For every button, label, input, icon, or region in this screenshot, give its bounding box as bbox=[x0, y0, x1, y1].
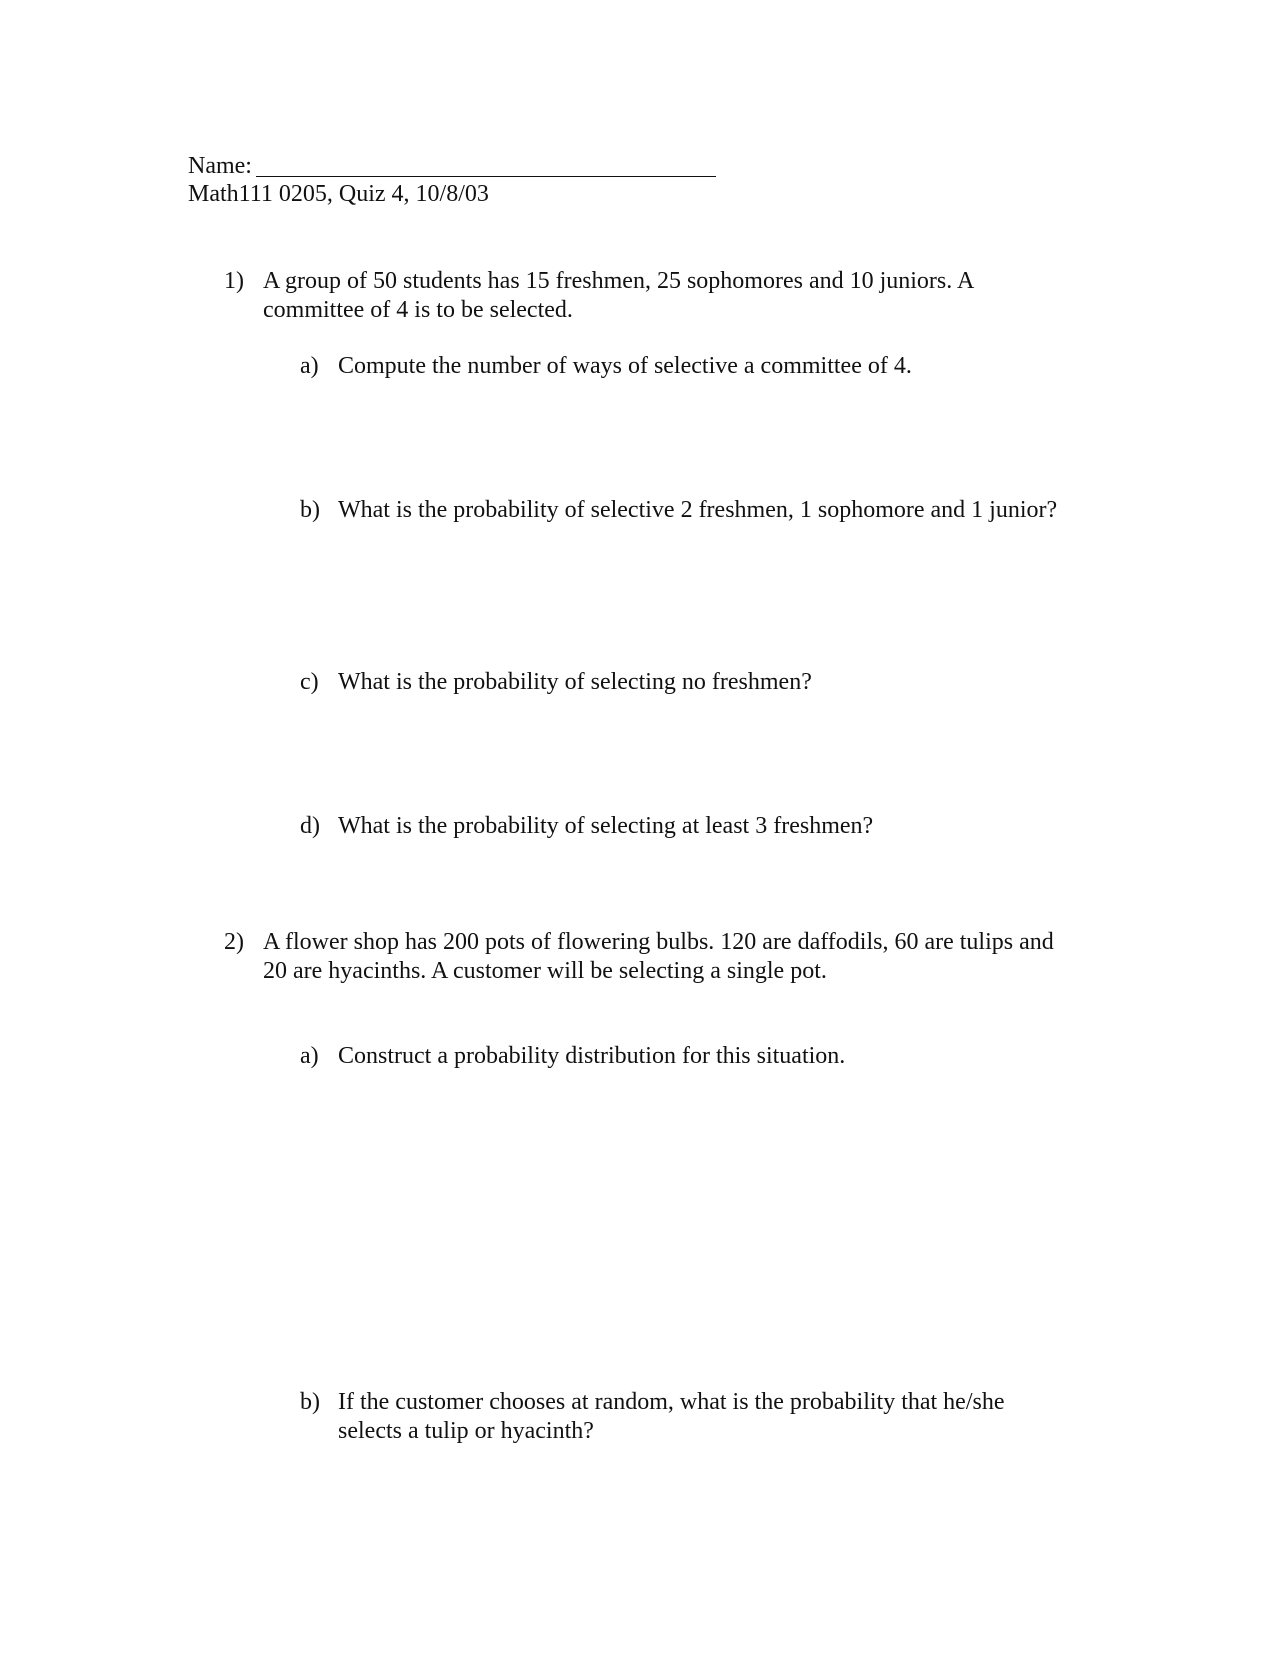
question-1c-text: What is the probability of selecting no freshmen? bbox=[338, 669, 812, 695]
question-1-number: 1) bbox=[224, 268, 244, 294]
question-2b-label: b) bbox=[300, 1389, 320, 1415]
question-1c-label: c) bbox=[300, 669, 319, 695]
question-2b-text: If the customer chooses at random, what is the probability that he/she selects a tulip or hyacinth? bbox=[338, 1389, 1005, 1444]
question-1a-label: a) bbox=[300, 353, 319, 379]
question-1b-text: What is the probability of selective 2 freshmen, 1 sophomore and 1 junior? bbox=[338, 497, 1058, 523]
name-underline bbox=[256, 176, 716, 177]
question-2a-text: Construct a probability distribution for this situation. bbox=[338, 1043, 846, 1069]
question-2a-label: a) bbox=[300, 1043, 319, 1069]
course-line: Math111 0205, Quiz 4, 10/8/03 bbox=[188, 181, 489, 207]
name-label: Name: bbox=[188, 153, 252, 179]
question-1d-label: d) bbox=[300, 813, 320, 839]
question-1d-text: What is the probability of selecting at least 3 freshmen? bbox=[338, 813, 874, 839]
question-1a-text: Compute the number of ways of selective a committee of 4. bbox=[338, 353, 912, 379]
question-1-text: A group of 50 students has 15 freshmen, 25 sophomores and 10 juniors. A committee of 4 is to be selected. bbox=[263, 268, 973, 323]
question-1b-label: b) bbox=[300, 497, 320, 523]
question-2-number: 2) bbox=[224, 929, 244, 955]
question-2-text: A flower shop has 200 pots of flowering bulbs. 120 are daffodils, 60 are tulips and 20 are hyacinths. A customer will be selecting a single pot. bbox=[263, 929, 1054, 984]
